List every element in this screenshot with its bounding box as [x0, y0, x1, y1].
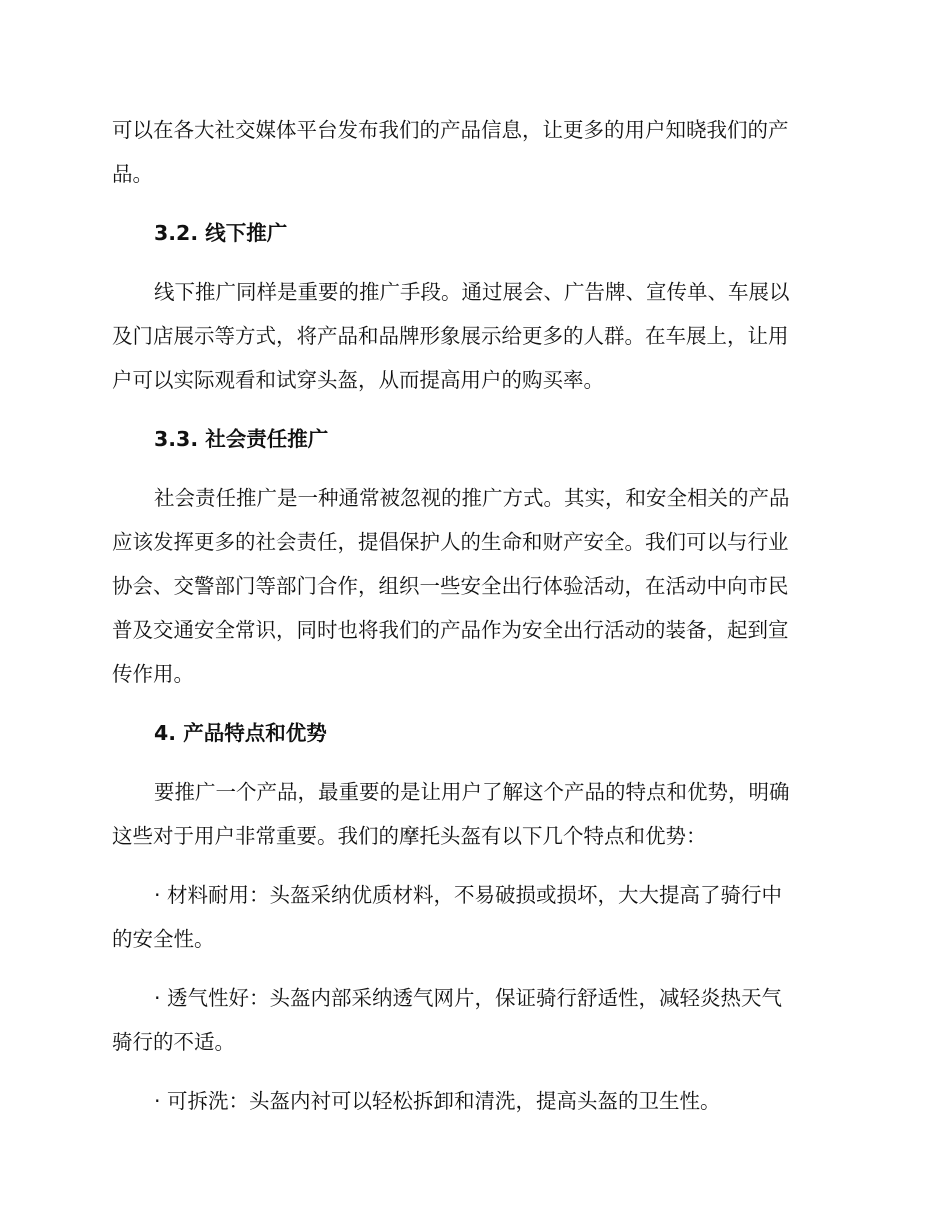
section-3-3-paragraph [112, 476, 838, 696]
bullet-line: 骑行的不适。 [112, 1030, 235, 1054]
paragraph-line: 户可以实际观看和试穿头盔，从而提高用户的购买率。 [112, 368, 604, 392]
bullet-line: 的安全性。 [112, 927, 215, 951]
section-3-2-paragraph [112, 270, 838, 402]
bullet-line: · 透气性好：头盔内部采纳透气网片，保证骑行舒适性，减轻炎热天气 [154, 986, 783, 1010]
intro-paragraph [112, 108, 838, 196]
paragraph-line: 品。 [112, 162, 153, 186]
paragraph-line: 可以在各大社交媒体平台发布我们的产品信息，让更多的用户知晓我们的产 [112, 118, 789, 142]
document-content [112, 108, 838, 1123]
paragraph-line: 社会责任推广是一种通常被忽视的推广方式。其实，和安全相关的产品 [154, 486, 790, 510]
paragraph-line: 普及交通安全常识，同时也将我们的产品作为安全出行活动的装备，起到宣 [112, 618, 789, 642]
bullet-line: · 材料耐用：头盔采纳优质材料，不易破损或损坏，大大提高了骑行中 [154, 883, 783, 907]
bullet-item-breathable [112, 976, 838, 1064]
section-4-paragraph [112, 770, 838, 858]
paragraph-line: 及门店展示等方式，将产品和品牌形象展示给更多的人群。在车展上，让用 [112, 324, 789, 348]
paragraph-line: 线下推广同样是重要的推广手段。通过展会、广告牌、宣传单、车展以 [154, 280, 790, 304]
paragraph-line: 这些对于用户非常重要。我们的摩托头盔有以下几个特点和优势： [112, 824, 707, 848]
bullet-item-durable [112, 873, 838, 961]
paragraph-line: 传作用。 [112, 662, 194, 686]
section-heading-4: 4. 产品特点和优势 [154, 721, 327, 745]
bullet-line: · 可拆洗：头盔内衬可以轻松拆卸和清洗，提高头盔的卫生性。 [154, 1089, 721, 1113]
section-heading-3-3: 3.3. 社会责任推广 [154, 427, 329, 451]
paragraph-line: 应该发挥更多的社会责任，提倡保护人的生命和财产安全。我们可以与行业 [112, 530, 789, 554]
section-heading-3-2: 3.2. 线下推广 [154, 221, 288, 245]
bullet-item-washable [112, 1079, 838, 1123]
paragraph-line: 协会、交警部门等部门合作，组织一些安全出行体验活动，在活动中向市民 [112, 574, 789, 598]
paragraph-line: 要推广一个产品，最重要的是让用户了解这个产品的特点和优势，明确 [154, 780, 790, 804]
